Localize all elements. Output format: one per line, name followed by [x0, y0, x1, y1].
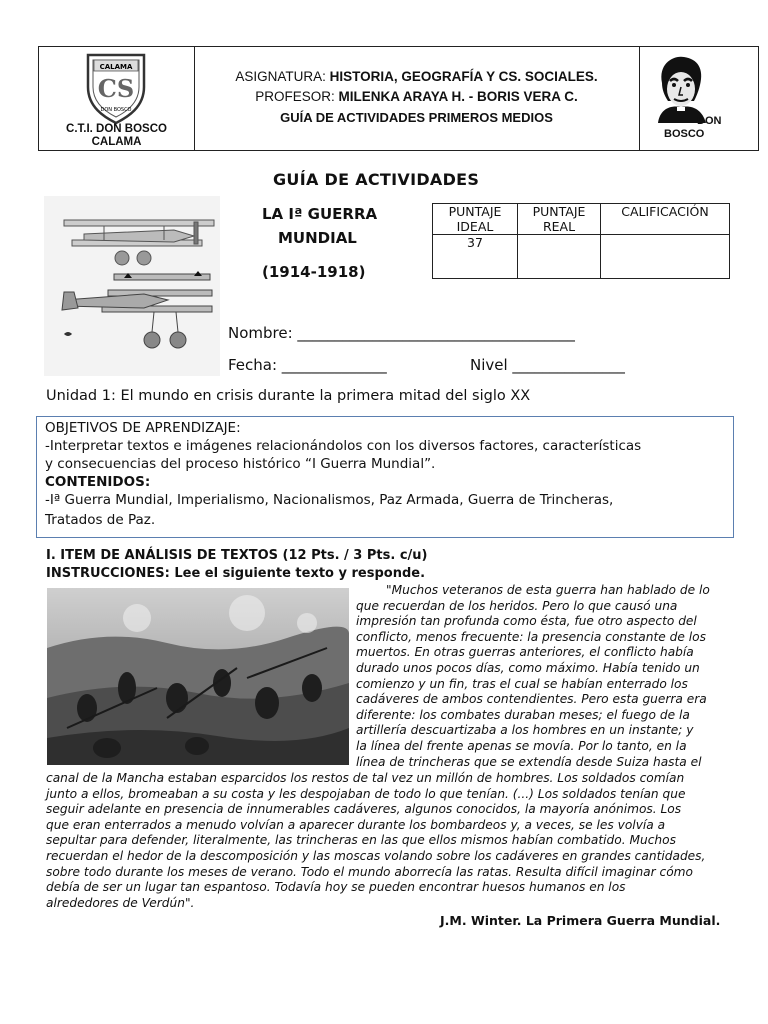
header-table — [38, 46, 759, 151]
contents-heading: CONTENIDOS: — [45, 474, 151, 490]
contents-line2: Tratados de Paz. — [45, 512, 156, 528]
subtitle-years: (1914-1918) — [262, 263, 366, 281]
quote-author: J.M. Winter. La Primera Guerra Mundial. — [440, 913, 721, 928]
contents-line1: -Iª Guerra Mundial, Imperialismo, Nacionalismos, Paz Armada, Guerra de Trincheras, — [45, 492, 614, 508]
subject-value: HISTORIA, GEOGRAFÍA Y CS. SOCIALES. — [329, 69, 598, 84]
real-score-header: PUNTAJE REAL — [518, 204, 601, 235]
school-shield-logo — [84, 51, 148, 125]
school-cell — [39, 47, 195, 150]
grade-header: CALIFICACIÓN — [601, 204, 730, 235]
grade-cell[interactable] — [601, 235, 730, 279]
date-field[interactable]: Fecha: ______________ — [228, 356, 387, 374]
teacher-value: MILENKA ARAYA H. - BORIS VERA C. — [338, 89, 578, 104]
real-score-cell[interactable] — [518, 235, 601, 279]
guide-line: GUÍA DE ACTIVIDADES PRIMEROS MEDIOS — [280, 110, 553, 125]
quote-right-column: "Muchos veteranos de esta guerra han hablado de lo que recuerdan de los heridos. Pero lo que causó una impresión tan profunda como ésta, fue otro aspecto del conflicto, menos frecuente: la presencia constante de los muertos. En otras guerras anteriores, el conflicto había durado unos pocos días, como máximo. Había tenido un comienzo y un fin, tras el cual se habían enterrado los cadáveres de ambos contendientes. Pero esta guerra era diferente: los combates duraban meses; el fuego de la artillería descuartizaba a los hombres en un instante; y la línea del frente apenas se movía. Por lo tanto, en la línea de trincheras que se extendía desde Suiza hasta el — [356, 583, 710, 769]
unit-heading: Unidad 1: El mundo en crisis durante la primera mitad del siglo XX — [46, 388, 531, 404]
teacher-line: PROFESOR: MILENKA ARAYA H. - BORIS VERA C. — [255, 89, 578, 104]
subtitle-line1: LA Iª GUERRA — [262, 205, 378, 223]
instructions: INSTRUCCIONES: Lee el siguiente texto y responde. — [46, 566, 426, 581]
ideal-score-header: PUNTAJE IDEAL — [433, 204, 518, 235]
shield-top-text: CALAMA — [99, 63, 133, 71]
don-bosco-label: DON BOSCO — [664, 115, 722, 140]
biplanes-illustration — [44, 196, 220, 376]
level-field[interactable]: Nivel _______________ — [470, 356, 625, 374]
item-heading: I. ITEM DE ANÁLISIS DE TEXTOS (12 Pts. / 3 Pts. c/u) — [46, 548, 428, 563]
objectives-heading: OBJETIVOS DE APRENDIZAJE: — [45, 420, 241, 436]
don-bosco-portrait-image — [648, 53, 712, 123]
subtitle-line2: MUNDIAL — [278, 229, 357, 247]
svg-text:CS: CS — [97, 74, 135, 103]
objectives-box — [36, 416, 734, 538]
page-title: GUÍA DE ACTIVIDADES — [273, 170, 480, 189]
school-name — [39, 123, 194, 149]
subject-line: ASIGNATURA: HISTORIA, GEOGRAFÍA Y CS. SOCIALES. — [235, 69, 598, 84]
quote-full-width: canal de la Mancha estaban esparcidos los restos de tal vez un millón de hombres. Los soldados comían junto a ellos, bromeaban a su costa y les despojaban de todo lo que tenían. (...) Los soldados tenían que seguir adelante en presencia de innumerables cadáveres, algunos conocidos, la mayoría anónimos. Los que eran enterrados a menudo volvían a aparecer durante los bombardeos y, a veces, se les volvía a sepultar para defender, literalmente, las trincheras en las que ellos mismos habían combatido. Muchos recuerdan el hedor de la descomposición y las moscas volando sobre los cadáveres en grandes cantidades, sobre todo durante los meses de verano. Todo el mundo aborrecía las ratas. Resulta difícil imaginar cómo debía de ser un lugar tan espantoso. Todavía hoy se pueden encontrar huesos humanos en los alrededores de Verdún". — [46, 771, 706, 910]
objectives-line1: -Interpretar textos e imágenes relacionándolos con los diversos factores, características — [45, 438, 642, 454]
trench-battle-illustration — [47, 588, 349, 765]
score-table — [432, 203, 730, 279]
name-field[interactable]: Nombre: _____________________________________ — [228, 324, 575, 342]
school-line2: CALAMA — [91, 136, 142, 148]
objectives-line2: y consecuencias del proceso histórico “I Guerra Mundial”. — [45, 456, 436, 472]
ideal-score-value: 37 — [433, 235, 518, 279]
logo-cell — [639, 47, 759, 150]
school-line1: C.T.I. DON BOSCO — [66, 123, 167, 135]
shield-bottom-text: DON BOSCO — [100, 107, 132, 113]
